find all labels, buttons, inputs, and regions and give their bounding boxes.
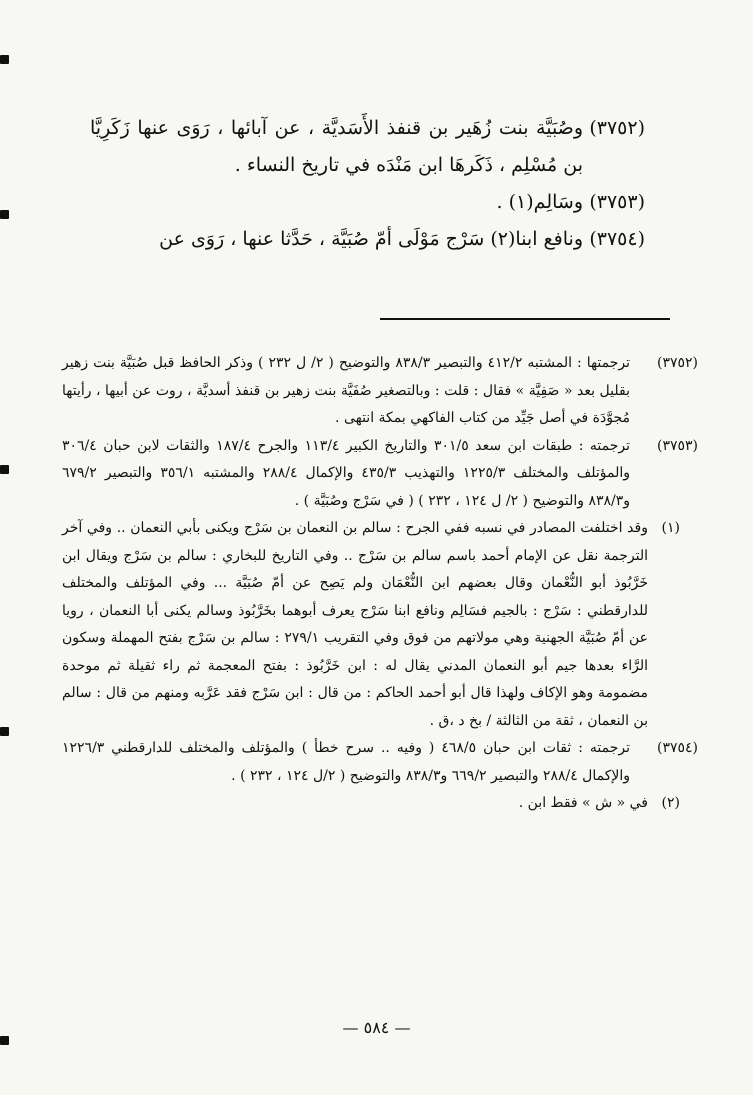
scan-edge-mark (0, 465, 9, 474)
note (62, 735, 698, 790)
note (62, 350, 698, 433)
footnote (62, 515, 698, 735)
note-number: (٣٧٥٢) (656, 355, 698, 371)
scan-edge-mark (0, 1036, 9, 1045)
entry-text: وسَالِم(١) . (496, 191, 583, 213)
note-number: (٣٧٥٣) (656, 437, 698, 454)
entry (90, 221, 645, 258)
entry-number: (٣٧٥٢) (589, 117, 645, 139)
entry-text: ونافع ابنا(٢) سَرْج مَوْلَى أمّ صُبَيَّة ، حَدَّثا عنها ، رَوَى عن (159, 228, 583, 250)
page-number: — ٥٨٤ — (342, 1018, 411, 1037)
note-text: ترجمتها : المشتبه ٤١٢/٢ والتبصير ٨٣٨/٣ والتوضيح ( ٢/ ل ٢٣٢ ) وذكر الحافظ قبل صُبَيَّة بنت زهير بقليل بعد « صَفِيَّة » فقال : قلت : وبالتصغير صُفَيَّة بنت زهير بن قنفذ أسديَّة ، روت عن أبيها ، رأيتها مُجوَّدَة في أصل جَيِّد من كتاب الفاكهي بمكة انتهى . (62, 355, 631, 426)
scan-edge-mark (0, 55, 9, 64)
footnote-text: في « ش » فقط ابن . (518, 795, 648, 811)
entry-text: وصُبَيَّة بنت زُهَير بن قنفذ الأَسَديَّة ، عن آبائها ، رَوَى عنها زَكَرِيَّا بن مُسْلِم ، ذَكَرهَا ابن مَنْدَه في تاريخ النساء . (90, 117, 583, 176)
scan-edge-mark (0, 210, 9, 219)
footnote (62, 790, 698, 818)
footnotes (62, 350, 698, 818)
footnote-number: (٢) (661, 795, 680, 811)
note (62, 433, 698, 516)
entry-number: (٣٧٥٣) (589, 191, 645, 213)
entry (90, 184, 645, 221)
note-number: (٣٧٥٤) (656, 740, 698, 756)
footnote-text: وقد اختلفت المصادر في نسبه ففي الجرح : سالم بن النعمان بن سَرْج ويكنى بأبي النعمان .. وفي آخر الترجمة نقل عن الإمام أحمد باسم سالم بن سَرْج .. وفي التاريخ للبخاري : سالم بن سَرْج ويقال ابن خَرَّبُوذ أبو النُّعْمان وقال بعضهم ابن النُّعْمَان ولم يَصِح عن أمّ صُبَيَّة ... وفي المؤتلف والمختلف للدارقطني : سَرْج : بالجيم فسَالِم ونافع ابنا سَرْج يعرف أبوهما بخَرَّبُوذ وسالم يكنى أبا النعمان ، رويا عن أمّ صُبَيَّة الجهنية وهي مولاتهم من فوق وفي التقريب ٢٧٩/١ : سالم بن سَرْج بفتح المهملة وسكون الرَّاء بعدها جيم أبو النعمان المدني يقال له : ابن خَرَّبُوذ : بفتح المعجمة ثم راء ثقيلة ثم موحدة مضمومة وهو الإكاف ولهذا قال أبو أحمد الحاكم : من قال : ابن سَرْج فقد عَرَّبه ومنهم من قال : سالم بن النعمان ، ثقة من الثالثة / بخ د ،ق . (62, 520, 649, 729)
footnote-number: (١) (661, 520, 680, 536)
main-text (90, 110, 645, 258)
footnote-divider (380, 318, 670, 320)
entry (90, 110, 645, 184)
entry-number: (٣٧٥٤) (589, 228, 645, 250)
note-text: ترجمته : طبقات ابن سعد ٣٠١/٥ والتاريخ الكبير ١١٣/٤ والجرح ١٨٧/٤ والثقات لابن حبان ٣٠٦/٤ والمؤتلف والمختلف ١٢٢٥/٣ والتهذيب ٤٣٥/٣ والإكمال ٢٨٨/٤ والمشتبه ٣٥٦/١ والتبصير ٦٧٩/٢ و٨٣٨/٣ والتوضيح ( ٢/ ل ١٢٤ ، ٢٣٢ ) ( في سَرْج وصُبَيَّة ) . (62, 437, 630, 509)
scan-edge-mark (0, 727, 9, 736)
note-text: ترجمته : ثقات ابن حبان ٤٦٨/٥ ( وفيه .. سرح خطأ ) والمؤتلف والمختلف للدارقطني ١٢٢٦/٣ والإكمال ٢٨٨/٤ والتبصير ٦٦٩/٢ و٨٣٨/٣ والتوضيح ( ٢/ل ١٢٤ ، ٢٣٢ ) . (62, 740, 630, 784)
